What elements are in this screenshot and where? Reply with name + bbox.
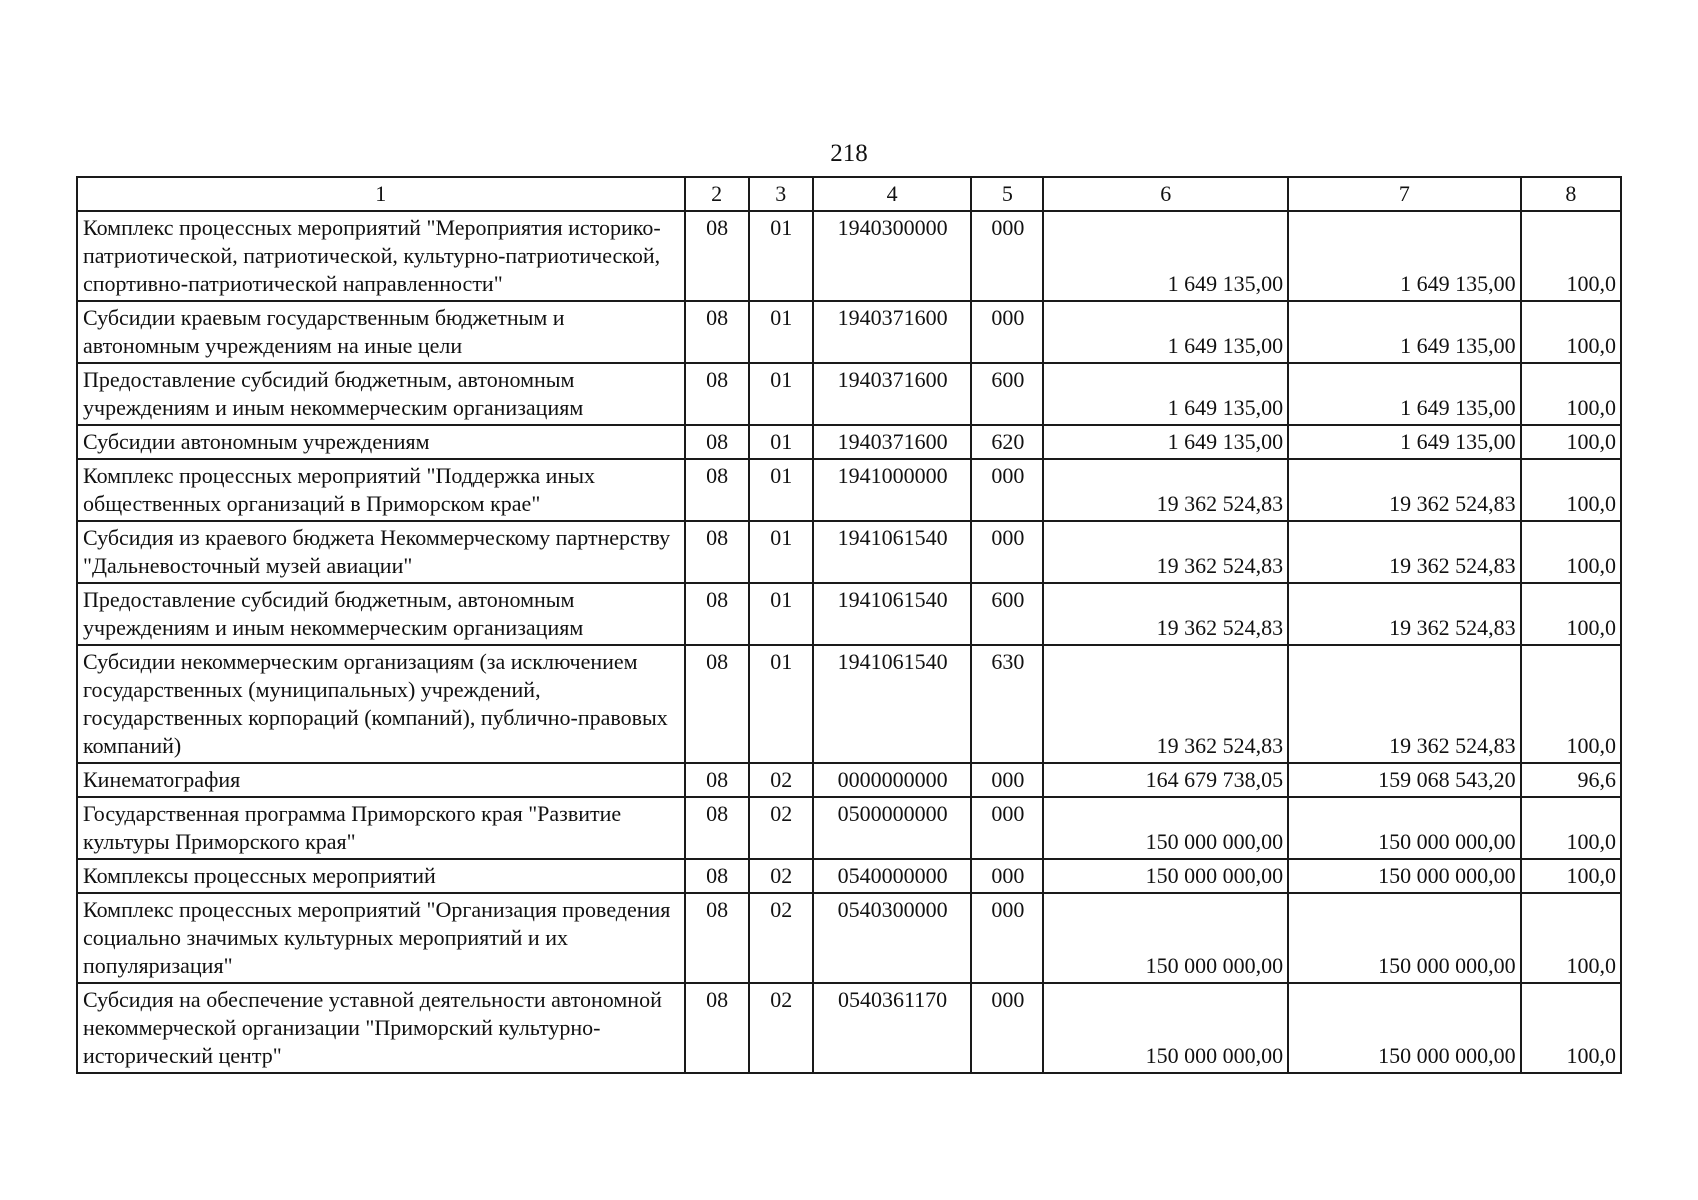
actual-amount-cell: 1 649 135,00 <box>1288 301 1521 363</box>
execution-percent-cell: 100,0 <box>1521 645 1621 763</box>
planned-amount-cell: 19 362 524,83 <box>1043 459 1288 521</box>
section-code-cell: 08 <box>685 521 749 583</box>
planned-amount-cell: 1 649 135,00 <box>1043 363 1288 425</box>
planned-amount-cell: 150 000 000,00 <box>1043 983 1288 1073</box>
execution-percent-cell: 100,0 <box>1521 459 1621 521</box>
execution-percent-cell: 100,0 <box>1521 983 1621 1073</box>
subsection-code-cell: 02 <box>749 797 813 859</box>
execution-percent-cell: 100,0 <box>1521 797 1621 859</box>
table-row <box>77 645 1621 763</box>
execution-percent-cell: 96,6 <box>1521 763 1621 797</box>
target-article-cell: 0500000000 <box>813 797 971 859</box>
planned-amount-cell: 150 000 000,00 <box>1043 859 1288 893</box>
target-article-cell: 0540361170 <box>813 983 971 1073</box>
item-name-cell: Субсидия на обеспечение уставной деятельности автономной некоммерческой организации "Приморский культурно-исторический центр" <box>77 983 685 1073</box>
execution-percent-cell: 100,0 <box>1521 521 1621 583</box>
target-article-cell: 1941061540 <box>813 521 971 583</box>
planned-amount-cell: 164 679 738,05 <box>1043 763 1288 797</box>
expense-type-cell: 000 <box>971 521 1043 583</box>
target-article-cell: 1941000000 <box>813 459 971 521</box>
header-col-3: 3 <box>749 177 813 211</box>
actual-amount-cell: 150 000 000,00 <box>1288 983 1521 1073</box>
subsection-code-cell: 02 <box>749 763 813 797</box>
actual-amount-cell: 150 000 000,00 <box>1288 797 1521 859</box>
target-article-cell: 0540300000 <box>813 893 971 983</box>
section-code-cell: 08 <box>685 425 749 459</box>
execution-percent-cell: 100,0 <box>1521 363 1621 425</box>
item-name-cell: Государственная программа Приморского края "Развитие культуры Приморского края" <box>77 797 685 859</box>
item-name-cell: Субсидия из краевого бюджета Некоммерческому партнерству "Дальневосточный музей авиации" <box>77 521 685 583</box>
execution-percent-cell: 100,0 <box>1521 211 1621 301</box>
execution-percent-cell: 100,0 <box>1521 301 1621 363</box>
table-row <box>77 763 1621 797</box>
planned-amount-cell: 19 362 524,83 <box>1043 583 1288 645</box>
section-code-cell: 08 <box>685 763 749 797</box>
expense-type-cell: 000 <box>971 893 1043 983</box>
item-name-cell: Предоставление субсидий бюджетным, автономным учреждениям и иным некоммерческим организациям <box>77 363 685 425</box>
subsection-code-cell: 01 <box>749 211 813 301</box>
budget-table <box>76 176 1622 1074</box>
target-article-cell: 1941061540 <box>813 583 971 645</box>
section-code-cell: 08 <box>685 459 749 521</box>
header-col-5: 5 <box>971 177 1043 211</box>
page-number: 218 <box>830 140 868 167</box>
expense-type-cell: 000 <box>971 983 1043 1073</box>
planned-amount-cell: 150 000 000,00 <box>1043 893 1288 983</box>
expense-type-cell: 600 <box>971 363 1043 425</box>
expense-type-cell: 600 <box>971 583 1043 645</box>
section-code-cell: 08 <box>685 363 749 425</box>
subsection-code-cell: 01 <box>749 459 813 521</box>
planned-amount-cell: 1 649 135,00 <box>1043 301 1288 363</box>
header-row <box>77 177 1621 211</box>
subsection-code-cell: 01 <box>749 425 813 459</box>
planned-amount-cell: 150 000 000,00 <box>1043 797 1288 859</box>
item-name-cell: Комплекс процессных мероприятий "Поддержка иных общественных организаций в Приморском крае" <box>77 459 685 521</box>
section-code-cell: 08 <box>685 645 749 763</box>
subsection-code-cell: 02 <box>749 983 813 1073</box>
expense-type-cell: 630 <box>971 645 1043 763</box>
target-article-cell: 0000000000 <box>813 763 971 797</box>
table-row <box>77 459 1621 521</box>
section-code-cell: 08 <box>685 893 749 983</box>
item-name-cell: Комплексы процессных мероприятий <box>77 859 685 893</box>
planned-amount-cell: 1 649 135,00 <box>1043 211 1288 301</box>
expense-type-cell: 000 <box>971 763 1043 797</box>
actual-amount-cell: 159 068 543,20 <box>1288 763 1521 797</box>
item-name-cell: Предоставление субсидий бюджетным, автономным учреждениям и иным некоммерческим организациям <box>77 583 685 645</box>
table-row <box>77 521 1621 583</box>
section-code-cell: 08 <box>685 211 749 301</box>
expense-type-cell: 000 <box>971 459 1043 521</box>
header-col-7: 7 <box>1288 177 1521 211</box>
planned-amount-cell: 19 362 524,83 <box>1043 645 1288 763</box>
item-name-cell: Субсидии краевым государственным бюджетным и автономным учреждениям на иные цели <box>77 301 685 363</box>
item-name-cell: Субсидии некоммерческим организациям (за исключением государственных (муниципальных) учреждений, государственных корпораций (компаний), публично-правовых компаний) <box>77 645 685 763</box>
item-name-cell: Кинематография <box>77 763 685 797</box>
item-name-cell: Комплекс процессных мероприятий "Организация проведения социально значимых культурных мероприятий и их популяризация" <box>77 893 685 983</box>
table-header <box>77 177 1621 211</box>
target-article-cell: 1941061540 <box>813 645 971 763</box>
table-row <box>77 583 1621 645</box>
subsection-code-cell: 01 <box>749 363 813 425</box>
target-article-cell: 1940371600 <box>813 301 971 363</box>
item-name-cell: Субсидии автономным учреждениям <box>77 425 685 459</box>
table-row <box>77 211 1621 301</box>
actual-amount-cell: 19 362 524,83 <box>1288 645 1521 763</box>
actual-amount-cell: 1 649 135,00 <box>1288 425 1521 459</box>
target-article-cell: 1940371600 <box>813 425 971 459</box>
section-code-cell: 08 <box>685 859 749 893</box>
actual-amount-cell: 150 000 000,00 <box>1288 859 1521 893</box>
table-row <box>77 859 1621 893</box>
execution-percent-cell: 100,0 <box>1521 893 1621 983</box>
actual-amount-cell: 150 000 000,00 <box>1288 893 1521 983</box>
planned-amount-cell: 1 649 135,00 <box>1043 425 1288 459</box>
actual-amount-cell: 1 649 135,00 <box>1288 211 1521 301</box>
target-article-cell: 1940371600 <box>813 363 971 425</box>
actual-amount-cell: 19 362 524,83 <box>1288 583 1521 645</box>
actual-amount-cell: 19 362 524,83 <box>1288 459 1521 521</box>
subsection-code-cell: 01 <box>749 301 813 363</box>
table-row <box>77 425 1621 459</box>
header-col-8: 8 <box>1521 177 1621 211</box>
table-row <box>77 797 1621 859</box>
expense-type-cell: 000 <box>971 301 1043 363</box>
item-name-cell: Комплекс процессных мероприятий "Мероприятия историко-патриотической, патриотической, культурно-патриотической, спортивно-патриотической направленности" <box>77 211 685 301</box>
actual-amount-cell: 1 649 135,00 <box>1288 363 1521 425</box>
table-row <box>77 301 1621 363</box>
table-row <box>77 983 1621 1073</box>
subsection-code-cell: 01 <box>749 645 813 763</box>
planned-amount-cell: 19 362 524,83 <box>1043 521 1288 583</box>
expense-type-cell: 620 <box>971 425 1043 459</box>
execution-percent-cell: 100,0 <box>1521 425 1621 459</box>
target-article-cell: 0540000000 <box>813 859 971 893</box>
header-col-2: 2 <box>685 177 749 211</box>
subsection-code-cell: 02 <box>749 893 813 983</box>
target-article-cell: 1940300000 <box>813 211 971 301</box>
execution-percent-cell: 100,0 <box>1521 859 1621 893</box>
subsection-code-cell: 01 <box>749 583 813 645</box>
subsection-code-cell: 01 <box>749 521 813 583</box>
section-code-cell: 08 <box>685 983 749 1073</box>
table-row <box>77 893 1621 983</box>
expense-type-cell: 000 <box>971 211 1043 301</box>
section-code-cell: 08 <box>685 797 749 859</box>
header-col-1: 1 <box>77 177 685 211</box>
header-col-4: 4 <box>813 177 971 211</box>
expense-type-cell: 000 <box>971 797 1043 859</box>
execution-percent-cell: 100,0 <box>1521 583 1621 645</box>
header-col-6: 6 <box>1043 177 1288 211</box>
table-row <box>77 363 1621 425</box>
section-code-cell: 08 <box>685 583 749 645</box>
expense-type-cell: 000 <box>971 859 1043 893</box>
actual-amount-cell: 19 362 524,83 <box>1288 521 1521 583</box>
subsection-code-cell: 02 <box>749 859 813 893</box>
section-code-cell: 08 <box>685 301 749 363</box>
table-body <box>77 211 1621 1073</box>
